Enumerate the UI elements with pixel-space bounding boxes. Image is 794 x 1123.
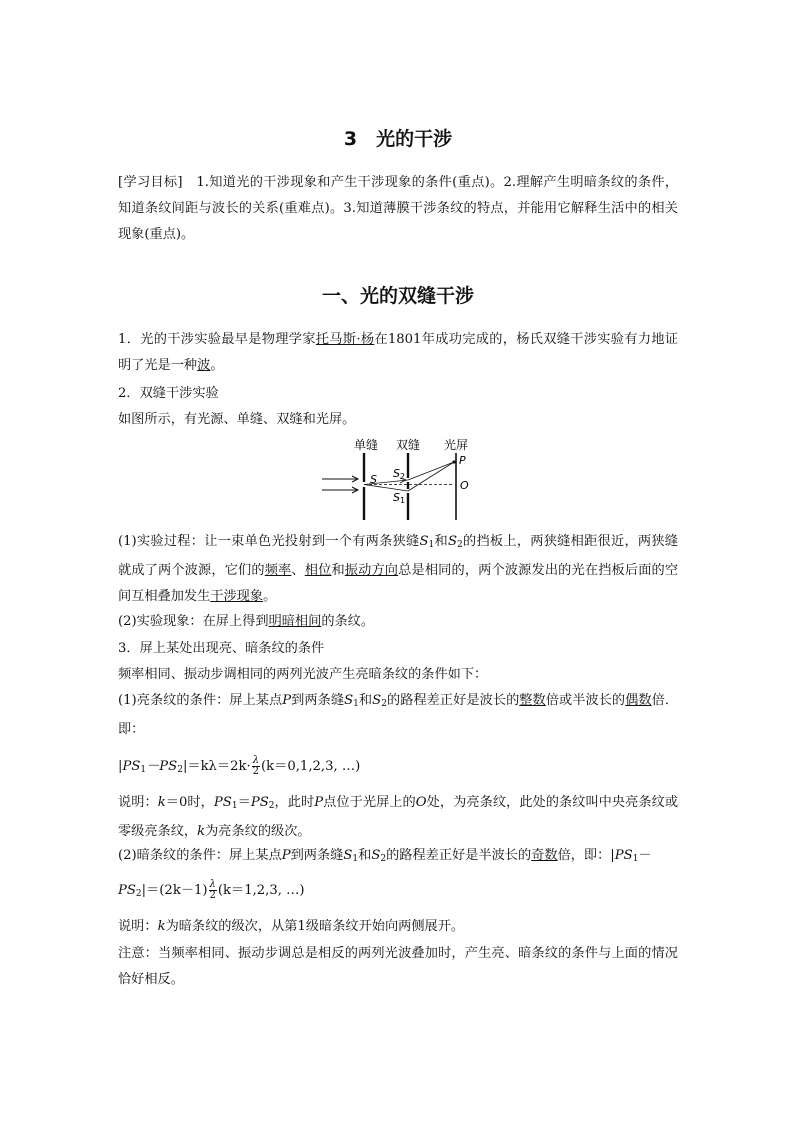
objectives-text: 1.知道光的干涉现象和产生干涉现象的条件(重点)。2.理解产生明暗条纹的条件，知道条纹间距与波长的关系(重难点)。3.知道薄膜干涉条纹的特点，并能用它解释生活中的相关现象(重点)。 [118, 175, 679, 242]
paragraph-note: 注意：当频率相同、振动步调总是相反的两列光波叠加时，产生亮、暗条纹的条件与上面的情况恰好相反。 [118, 946, 678, 987]
equation-dark: $PS_2|=(2k-1)$ $\frac{\lambda}{2}$ (k＝1,2,3, …) [118, 879, 305, 901]
paragraph-3: 如图所示，有光源、单缝、双缝和光屏。 [118, 412, 356, 427]
paragraph-experiment-result: (2)实验现象：在屏上得到明暗相间的条纹。 [118, 614, 375, 629]
equation-bright: $|PS_1-PS_2|=k\lambda=2k\cdot$ $\frac{\lambda}{2}$ (k＝0,1,2,3, …) [118, 755, 361, 777]
paragraph-dark-fringe: (2)暗条纹的条件：屏上某点P到两条缝$S_1$和$S_2$的路程差正好是半波长的奇数倍，即：$|PS_1-$ [118, 848, 652, 864]
underline-answer: 偶数 [625, 693, 652, 708]
underline-answer: 频率 [264, 563, 292, 578]
underline-answer: 整数 [519, 693, 546, 708]
label-s2: S [393, 467, 400, 480]
label-s: S [370, 473, 377, 486]
paragraph-experiment-process: (1)实验过程：让一束单色光投射到一个有两条狭缝$S_1$和$S_2$的挡板上，两狭缝相距很近，两狭缝就成了两个波源，它们的频率、相位和振动方向总是相同的，两个波源发出的光在挡板后面的空间互相叠加发生干涉现象。 [118, 534, 679, 604]
svg-text:2: 2 [400, 472, 406, 481]
underline-answer: 相位 [304, 563, 332, 578]
section-heading: 一、光的双缝干涉 [321, 285, 474, 307]
label-single-slit: 单缝 [354, 438, 379, 452]
underline-answer: 托马斯·杨 [315, 332, 375, 347]
underline-answer: 振动方向 [344, 563, 399, 578]
label-double-slit: 双缝 [396, 438, 421, 452]
double-slit-diagram [320, 434, 480, 524]
underline-answer: 奇数 [531, 848, 558, 863]
underline-answer: 干涉现象 [210, 589, 264, 604]
underline-answer: 波 [197, 358, 211, 373]
paragraph-bright-note: 说明：k＝0时，$PS_1=PS_2$，此时P点位于光屏上的O处，为亮条纹，此处的条纹叫中央亮条纹或零级亮条纹，k为亮条纹的级次。 [118, 795, 679, 839]
label-p: P [459, 454, 466, 467]
incoming-light-arrows [322, 476, 358, 493]
paragraph-bright-fringe: (1)亮条纹的条件：屏上某点P到两条缝$S_1$和$S_2$的路程差正好是波长的整数倍或半波长的偶数倍．即： [118, 693, 679, 737]
point-p-dot [452, 460, 455, 463]
learning-objectives [118, 170, 678, 248]
paragraph-dark-note: 说明：k为暗条纹的级次，从第1级暗条纹开始向两侧展开。 [118, 919, 465, 934]
label-s1: S [393, 491, 400, 504]
paragraph-1: 1．光的干涉实验最早是物理学家托马斯·杨在1801年成功完成的，杨氏双缝干涉实验有力地证明了光是一种波。 [118, 332, 679, 373]
fraction-lambda-over-2: $\frac{\lambda}{2}$ [209, 879, 216, 901]
underline-answer: 明暗相间 [268, 614, 322, 629]
paragraph-2: 2．双缝干涉实验 [118, 386, 219, 401]
label-o: O [460, 479, 469, 492]
fraction-lambda-over-2: $\frac{\lambda}{2}$ [252, 755, 260, 777]
paragraph-3-heading: 3．屏上某处出现亮、暗条纹的条件 [118, 641, 325, 656]
paragraph-intro: 频率相同、振动步调相同的两列光波产生亮暗条纹的条件如下： [118, 667, 488, 682]
page-title: 3 光的干涉 [343, 128, 453, 150]
svg-text:1: 1 [400, 496, 406, 505]
label-screen: 光屏 [444, 438, 469, 452]
objectives-label: [学习目标] [118, 175, 183, 190]
